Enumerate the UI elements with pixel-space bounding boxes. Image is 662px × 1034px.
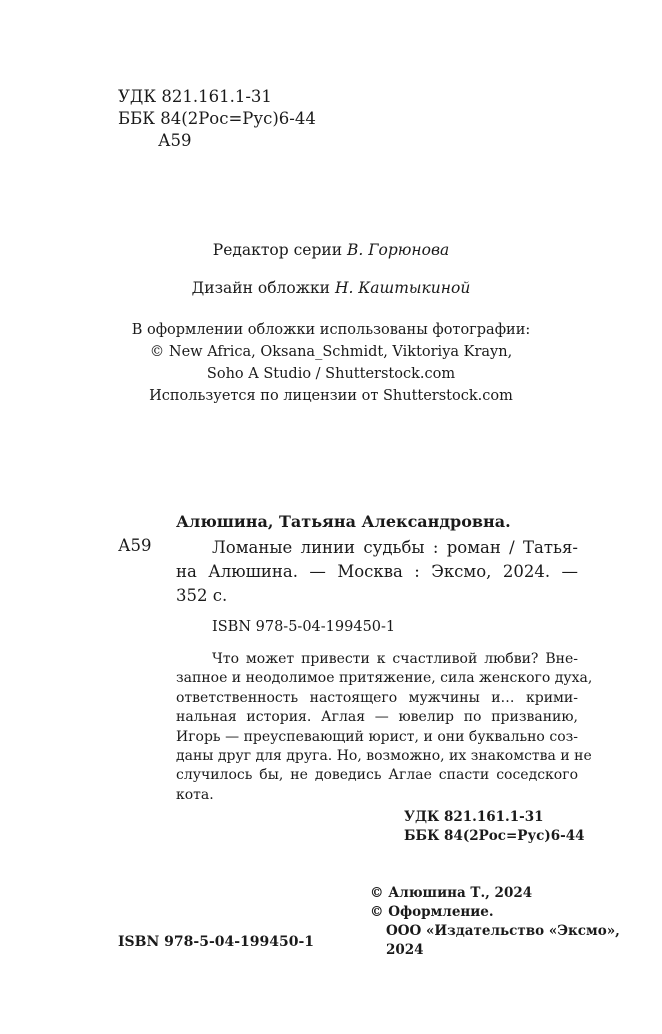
classification-repeat: [404, 808, 585, 846]
copyright-line: ООО «Издательство «Эксмо»,: [386, 923, 620, 939]
series-editor-label: Редактор серии: [212, 241, 343, 259]
udk-code-repeat: УДК 821.161.1-31: [404, 809, 544, 825]
photo-credits-line: © New Africa, Oksana_Schmidt, Viktoriya Krayn,: [149, 344, 513, 360]
photo-credits-line: Используется по лицензии от Shutterstock.com: [149, 388, 513, 404]
series-editor-credit: [0, 241, 662, 259]
photo-credits: [0, 319, 662, 407]
udk-code: УДК 821.161.1-31: [118, 87, 272, 106]
annotation-line: даны друг для друга. Но, возможно, их знакомства и не: [176, 748, 592, 765]
annotation-line: кота.: [176, 786, 214, 803]
annotation-line: случилось бы, не доведись Аглае спасти соседского: [176, 767, 578, 784]
annotation-line: Что может привести к счастливой любви? Вне-: [212, 651, 578, 667]
annotation-line: запное и неодолимое притяжение, сила женского духа,: [176, 670, 593, 687]
annotation-line: нальная история. Аглая — ювелир по призванию,: [176, 709, 578, 726]
bbk-code-repeat: ББК 84(2Рос=Рус)6-44: [404, 828, 585, 844]
entry-line: Ломаные линии судьбы : роман / Татья-: [212, 538, 578, 557]
entry-author-mark: А59: [118, 536, 152, 555]
entry-line: 352 с.: [176, 586, 228, 605]
author-heading: Алюшина, Татьяна Александровна.: [176, 512, 511, 531]
cover-design-label: Дизайн обложки: [191, 279, 330, 297]
bbk-code: ББК 84(2Рос=Рус)6-44: [118, 109, 316, 128]
copyright-line: © Оформление.: [370, 904, 494, 920]
copyright-block: [370, 884, 620, 960]
copyright-line: 2024: [386, 942, 424, 958]
copyright-line: © Алюшина Т., 2024: [370, 885, 533, 901]
entry-line: на Алюшина. — Москва : Эксмо, 2024. —: [176, 562, 578, 581]
annotation: [176, 650, 593, 805]
cover-design-credit: [0, 279, 662, 297]
catalog-entry-body: [176, 536, 578, 608]
annotation-line: Игорь — преуспевающий юрист, и они буквально соз-: [176, 728, 578, 745]
annotation-line: ответственность настоящего мужчины и… крими-: [176, 689, 578, 706]
footer-isbn: ISBN 978-5-04-199450-1: [118, 934, 315, 950]
series-editor-name: В. Горюнова: [347, 241, 450, 259]
entry-isbn: ISBN 978-5-04-199450-1: [212, 619, 396, 635]
author-mark: А59: [158, 131, 192, 150]
classification-block: [118, 86, 316, 152]
cover-design-name: Н. Каштыкиной: [334, 279, 471, 297]
photo-credits-line: Soho A Studio / Shutterstock.com: [206, 366, 456, 382]
photo-credits-line: В оформлении обложки использованы фотографии:: [131, 322, 531, 338]
